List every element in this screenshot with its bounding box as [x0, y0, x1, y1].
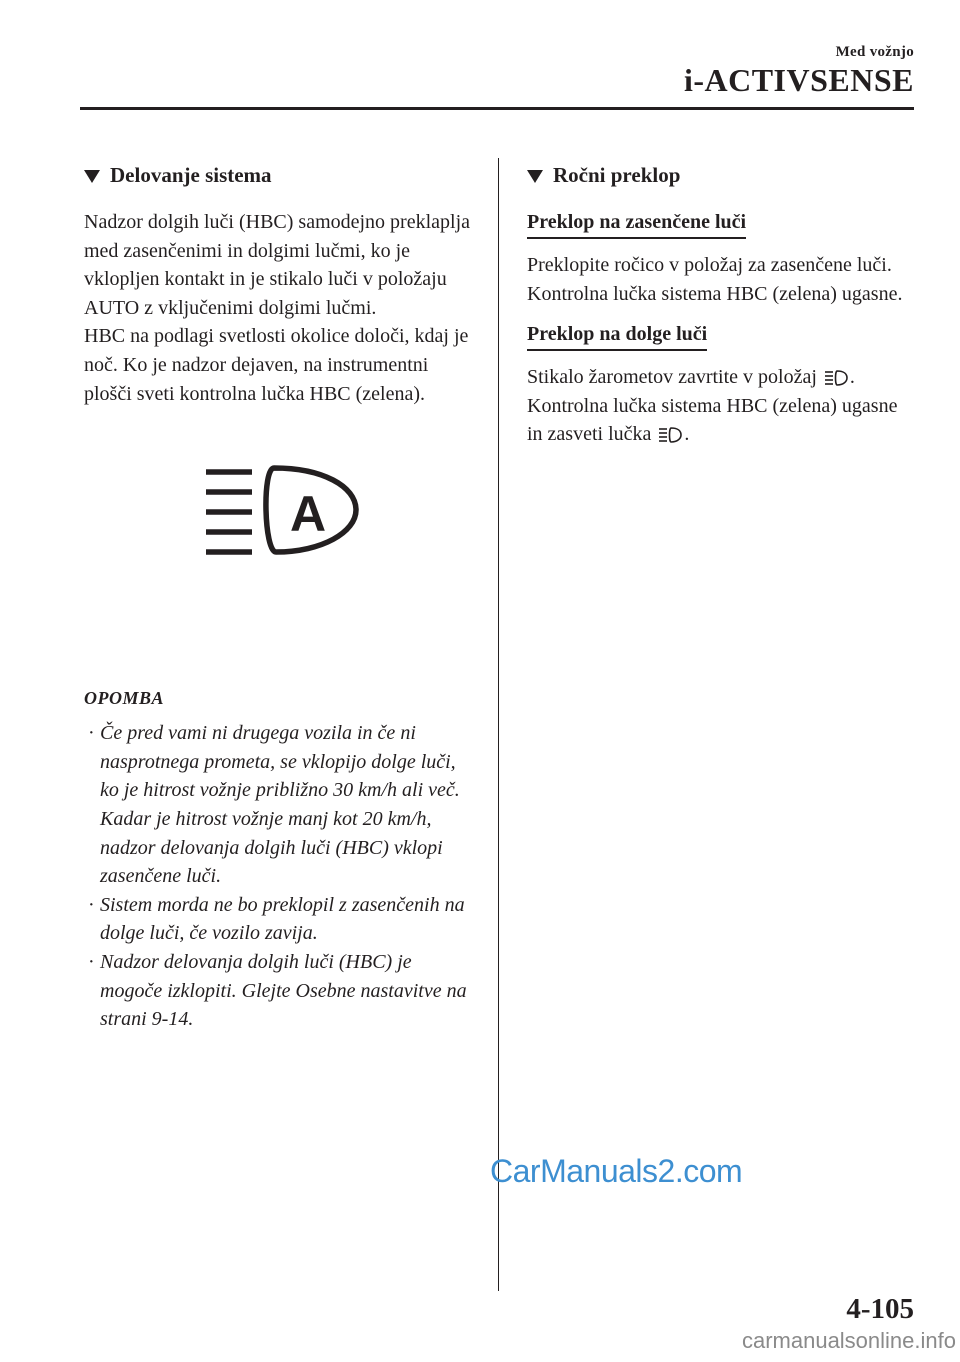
note-text: Nadzor delovanja dolgih luči (HBC) je mogoče izklopiti. Glejte Osebne nastavitve na strani 9-14.: [100, 950, 467, 1031]
section-title-text: Delovanje sistema: [110, 163, 272, 187]
note-list: [84, 719, 476, 1034]
paragraph: HBC na podlagi svetlosti okolice določi, kdaj je noč. Ko je nadzor dejaven, na instrumentni plošči sveti kontrolna lučka HBC (zelena).: [84, 325, 469, 405]
section-title-rocni: [527, 158, 917, 192]
column-divider: [498, 158, 499, 1291]
subheading-high-beam: Preklop na dolge luči: [527, 320, 707, 351]
triangle-marker-icon: [84, 170, 100, 183]
high-beam-icon: [824, 370, 848, 386]
footer-url: carmanualsonline.info: [741, 1328, 956, 1353]
paragraph: Nadzor dolgih luči (HBC) samodejno preklaplja med zasenčenimi in dolgimi lučmi, ko je vklopljen kontakt in je stikalo luči v položaju AUTO z vključenimi dolgimi lučmi.: [84, 211, 471, 319]
note-text: Če pred vami ni drugega vozila in če ni nasprotnega prometa, se vklopijo dolge luči, ko je hitrost vožnje približno 30 km/h ali več.: [100, 722, 460, 802]
text-span: Stikalo žarometov zavrtite v položaj: [527, 366, 822, 389]
watermark-logo: CarManuals2.com: [490, 1153, 743, 1189]
bullet: ·: [88, 893, 95, 916]
high-beam-auto-icon: [204, 464, 364, 556]
note-item: [88, 891, 476, 948]
right-column: [527, 158, 917, 449]
paragraph: Kontrolna lučka sistema HBC (zelena) ugasne.: [527, 282, 903, 305]
text-span: Kontrolna lučka sistema HBC (zelena) ugasne in zasveti lučka: [527, 394, 898, 446]
bullet: ·: [88, 722, 95, 745]
high-beam-icon: [658, 427, 682, 443]
note-title: OPOMBA: [84, 688, 165, 709]
bullet: ·: [88, 950, 95, 973]
figure-letter-a: A: [289, 486, 327, 543]
note-item: [88, 719, 476, 891]
text-span: .: [849, 366, 855, 389]
text-span: .: [684, 423, 690, 446]
header-title: i-ACTIVSENSE: [683, 62, 914, 98]
page-number: 4-105: [846, 1293, 914, 1325]
section-title-delovanje: [84, 158, 476, 192]
header-chapter: Med vožnjo: [835, 44, 914, 60]
subheading-low-beam: Preklop na zasenčene luči: [527, 208, 746, 239]
note-text: Sistem morda ne bo preklopil z zasenčenih na dolge luči, če vozilo zavija.: [100, 893, 465, 945]
note-text-continued: Kadar je hitrost vožnje manj kot 20 km/h, nadzor delovanja dolgih luči (HBC) vklopi zasenčene luči.: [100, 807, 443, 888]
section-title-text: Ročni preklop: [553, 163, 681, 187]
hbc-indicator-figure: [84, 464, 476, 664]
paragraph: [527, 392, 917, 449]
paragraph: Preklopite ročico v položaj za zasenčene luči.: [527, 254, 892, 276]
header-rule: [80, 107, 914, 110]
paragraph: [527, 363, 917, 392]
left-column: [84, 158, 476, 1034]
note-item: [88, 948, 476, 1034]
triangle-marker-icon: [527, 170, 543, 183]
